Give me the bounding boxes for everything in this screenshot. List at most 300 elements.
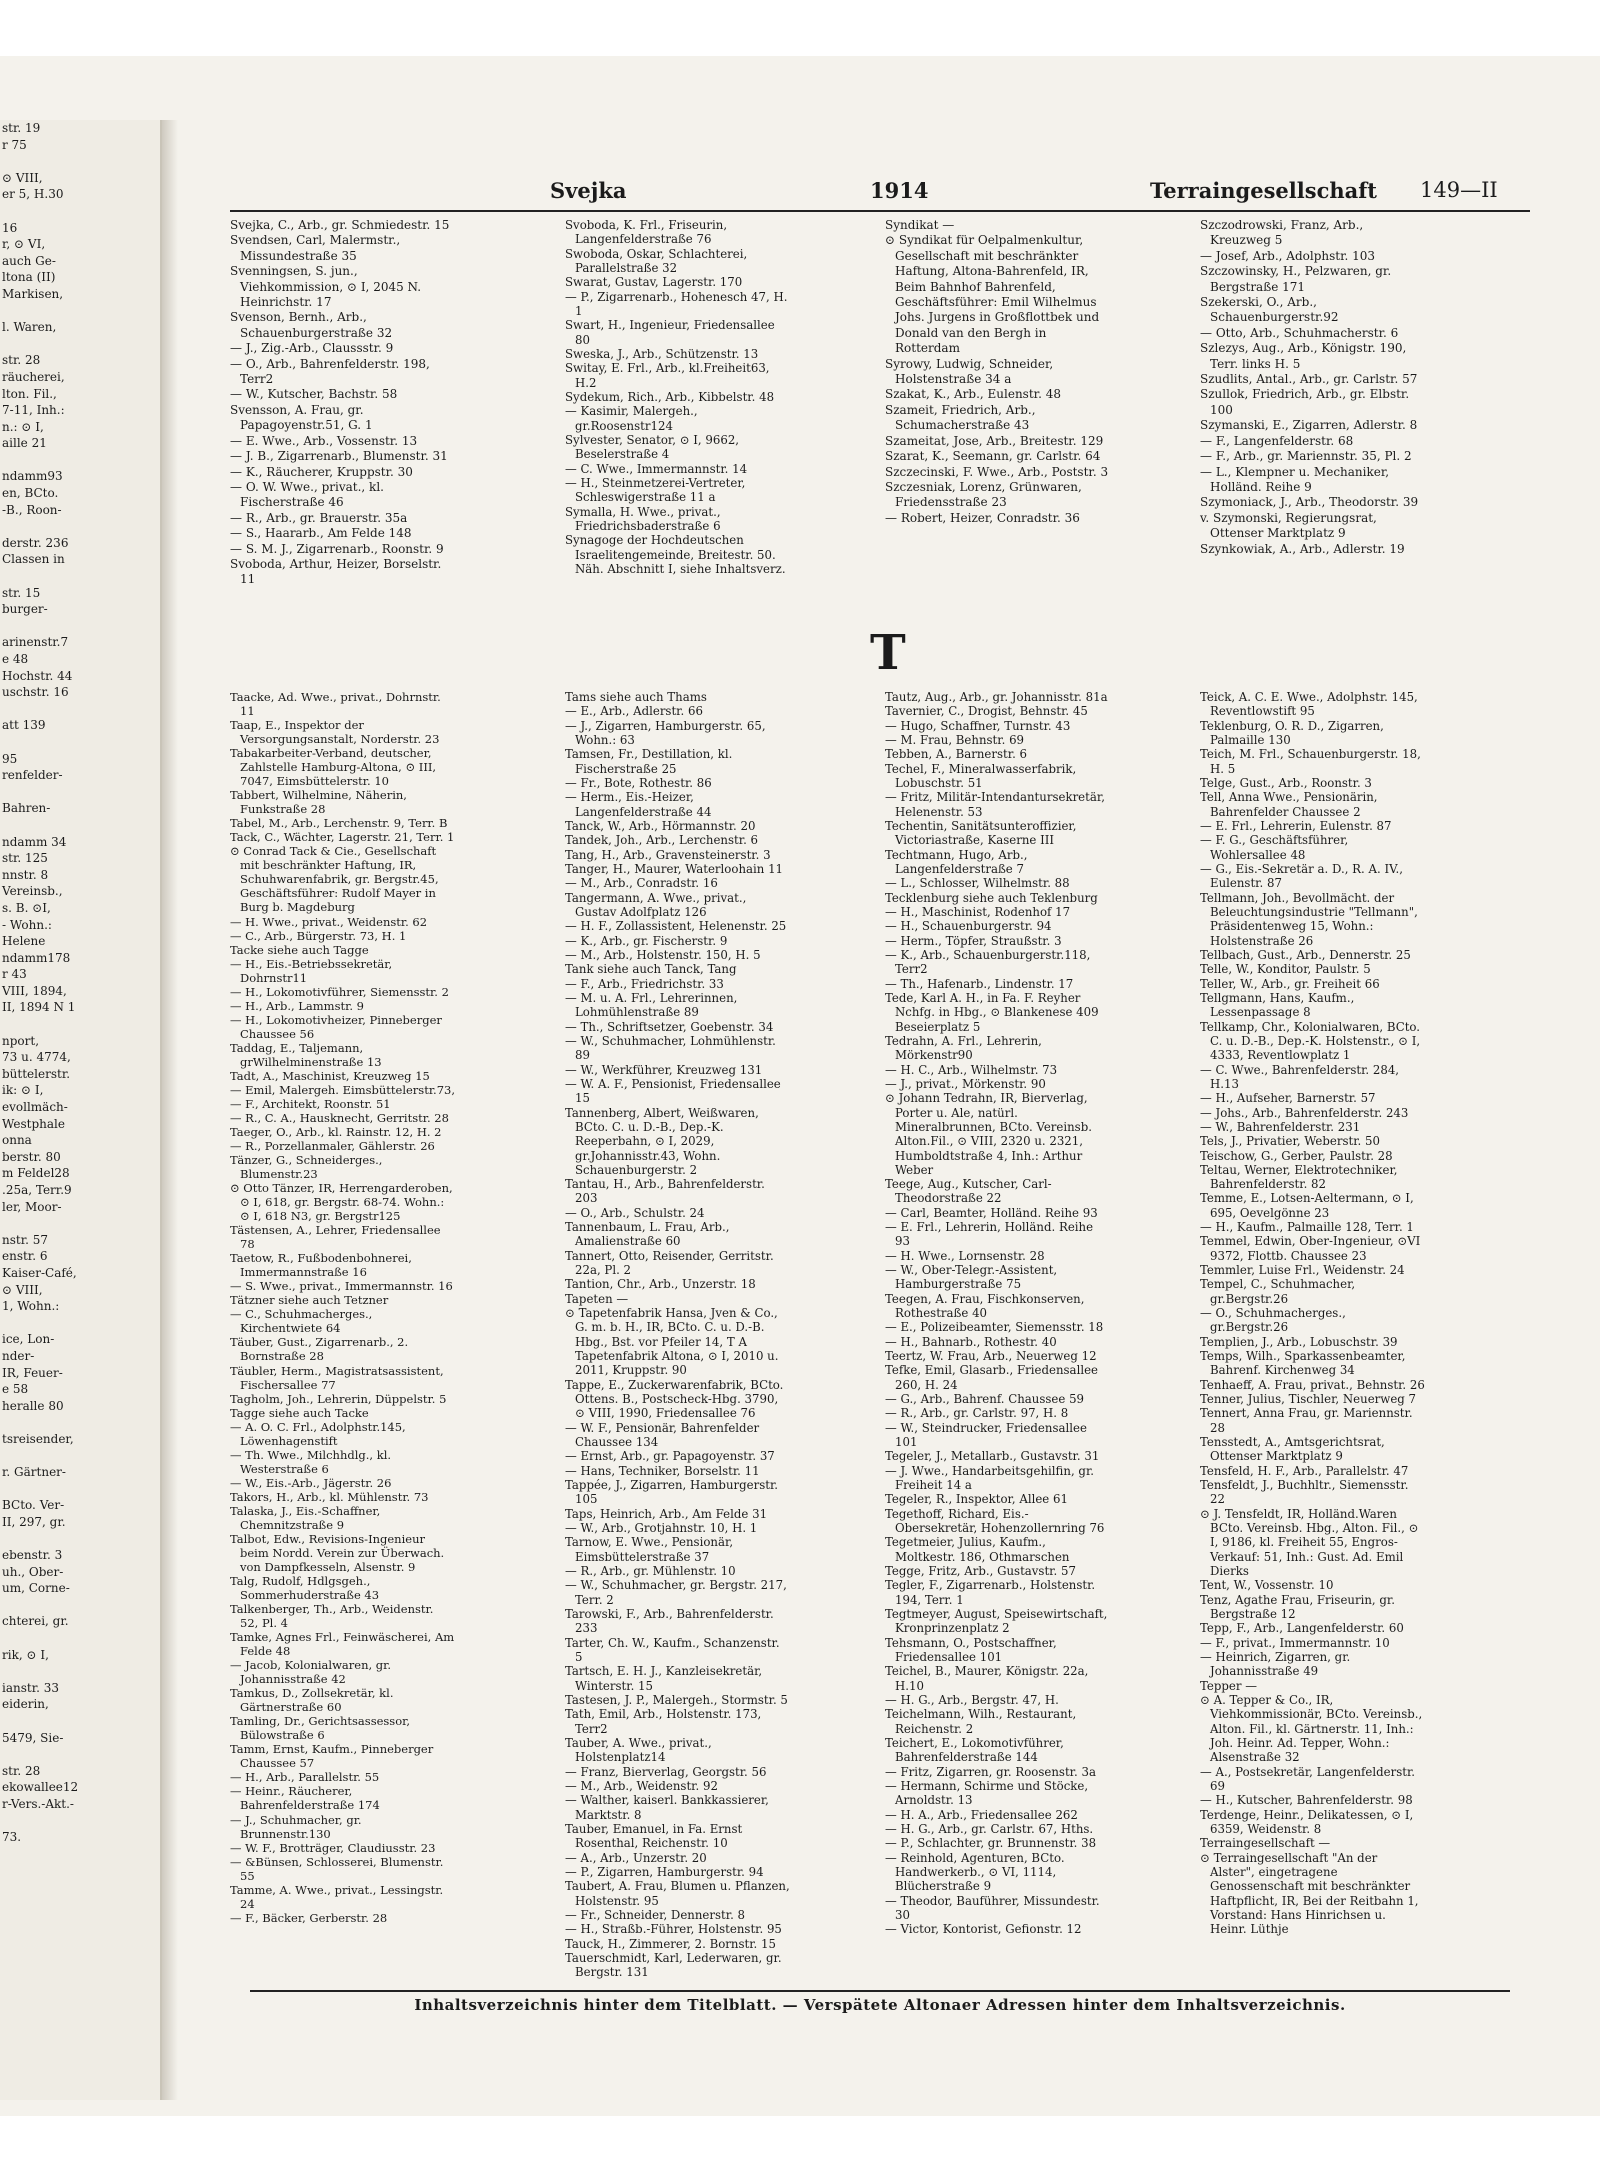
directory-entry: Teischow, G., Gerber, Paulstr. 28 xyxy=(1200,1148,1393,1163)
directory-entry: Taubert, A. Frau, Blumen u. Pflanzen, Holstenstr. 95 xyxy=(565,1879,790,1908)
directory-entry: — O., Arb., Schulstr. 24 xyxy=(565,1205,705,1220)
directory-entry: — F., privat., Immermannstr. 10 xyxy=(1200,1635,1390,1650)
directory-entry: Taetow, R., Fußbodenbohnerei, Immermannstraße 16 xyxy=(230,1251,412,1280)
directory-entry: — E. Wwe., Arb., Vossenstr. 13 xyxy=(230,433,418,448)
facing-page-line xyxy=(0,153,160,170)
facing-page-line: II, 1894 N 1 xyxy=(2,1000,76,1015)
directory-entry: — R., Arb., gr. Mühlenstr. 10 xyxy=(565,1564,736,1579)
facing-page-line: ndamm93 xyxy=(2,469,63,484)
directory-entry: Tarowski, F., Arb., Bahrenfelderstr. 233 xyxy=(565,1607,774,1636)
section-letter: T xyxy=(870,625,906,681)
facing-page-line: ianstr. 33 xyxy=(2,1680,60,1695)
directory-entry: Svoboda, Arthur, Heizer, Borselstr. 11 xyxy=(230,556,442,587)
directory-entry: — C. Wwe., Bahrenfelderstr. 284, H.13 xyxy=(1200,1062,1400,1091)
directory-entry: Tartsch, E. H. J., Kanzleisekretär, Winterstr. 15 xyxy=(565,1664,763,1693)
directory-entry: — J., Zigarren, Hamburgerstr. 65, Wohn.: 63 xyxy=(565,718,766,747)
directory-entry: — E., Polizeibeamter, Siemensstr. 18 xyxy=(885,1320,1104,1335)
directory-entry: — Franz, Bierverlag, Georgstr. 56 xyxy=(565,1764,767,1779)
facing-page-line: m Feldel28 xyxy=(2,1166,70,1181)
facing-page-line: nport, xyxy=(2,1033,40,1048)
directory-entry: v. Szymonski, Regierungsrat, Ottenser Marktplatz 9 xyxy=(1200,510,1377,541)
bottom-column-1 xyxy=(230,690,455,1925)
directory-entry: Tellgmann, Hans, Kaufm., Lessenpassage 8 xyxy=(1200,990,1355,1020)
directory-entry: Svendsen, Carl, Malermstr., Missundestraße 35 xyxy=(230,233,401,263)
directory-entry: Tannert, Otto, Reisender, Gerritstr. 22a, Pl. 2 xyxy=(565,1248,774,1278)
facing-page-line: str. 28 xyxy=(2,1763,41,1778)
directory-entry: Tebben, A., Barnerstr. 6 xyxy=(885,747,1028,762)
directory-entry: Tenz, Agathe Frau, Friseurin, gr. Bergstraße 12 xyxy=(1200,1592,1395,1621)
facing-page-line xyxy=(0,1813,160,1830)
directory-entry: — P., Schlachter, gr. Brunnenstr. 38 xyxy=(885,1836,1097,1851)
facing-page-line: berstr. 80 xyxy=(2,1149,61,1164)
directory-entry: — W., Ober-Telegr.-Assistent, Hamburgerstraße 75 xyxy=(885,1263,1058,1292)
directory-entry: Takors, H., Arb., kl. Mühlenstr. 73 xyxy=(230,1489,429,1504)
directory-entry: — H., Straßb.-Führer, Holstenstr. 95 xyxy=(565,1922,782,1937)
directory-entry: — Heinr., Räucherer, Bahrenfelderstraße 174 xyxy=(230,1784,380,1813)
directory-entry: Taeger, O., Arb., kl. Rainstr. 12, H. 2 xyxy=(230,1124,442,1139)
directory-entry: Tede, Karl A. H., in Fa. F. Reyher Nchfg. in Hbg., ⊙ Blankenese 409 Beseierplatz 5 xyxy=(885,990,1099,1034)
directory-entry: Talaska, J., Eis.-Schaffner, Chemnitzstraße 9 xyxy=(230,1503,381,1532)
directory-entry: Tabakarbeiter-Verband, deutscher, Zahlstelle Hamburg-Altona, ⊙ III, 7047, Eimsbüttelerstr. 10 xyxy=(230,746,437,789)
directory-entry: — W. A. F., Pensionist, Friedensallee 15 xyxy=(565,1076,781,1106)
facing-page-line: aille 21 xyxy=(2,436,47,451)
facing-page-line: uschstr. 16 xyxy=(2,685,69,700)
directory-entry: — Fritz, Zigarren, gr. Roosenstr. 3a xyxy=(885,1764,1096,1779)
directory-entry: — M. Frau, Behnstr. 69 xyxy=(885,732,1025,747)
directory-entry: — K., Arb., Schauenburgerstr.118, Terr2 xyxy=(885,947,1091,977)
directory-entry: — C., Schuhmacherges., Kirchentwiete 64 xyxy=(230,1307,373,1336)
directory-entry: Tepp, F., Arb., Langenfelderstr. 60 xyxy=(1200,1621,1404,1636)
directory-entry: Tegetmeier, Julius, Kaufm., Moltkestr. 186, Othmarschen xyxy=(885,1535,1070,1564)
directory-entry: — Johs., Arb., Bahrenfelderstr. 243 xyxy=(1200,1105,1409,1120)
directory-entry: Tedrahn, A. Frl., Lehrerin, Mörkenstr90 xyxy=(885,1033,1042,1063)
directory-entry: Switay, E. Frl., Arb., kl.Freiheit63, H.2 xyxy=(565,361,770,390)
directory-entry: Tautz, Aug., Arb., gr. Johannisstr. 81a xyxy=(885,690,1108,704)
directory-entry: Tandek, Joh., Arb., Lerchenstr. 6 xyxy=(565,833,759,848)
directory-entry: Tannenbaum, L. Frau, Arb., Amalienstraße 60 xyxy=(565,1220,730,1249)
directory-entry: — H., Arb., Parallelstr. 55 xyxy=(230,1770,380,1785)
directory-entry: Tamsen, Fr., Destillation, kl. Fischerstraße 25 xyxy=(565,747,733,776)
directory-entry: — R., Arb., gr. Brauerstr. 35a xyxy=(230,510,408,525)
directory-entry: — W., Bahrenfelderstr. 231 xyxy=(1200,1119,1361,1134)
directory-entry: Tappée, J., Zigarren, Hamburgerstr. 105 xyxy=(565,1478,779,1507)
directory-entry: — M. u. A. Frl., Lehrerinnen, Lohmühlenstraße 89 xyxy=(565,990,738,1020)
directory-entry: Sydekum, Rich., Arb., Kibbelstr. 48 xyxy=(565,389,775,404)
facing-page-line xyxy=(0,1414,160,1431)
directory-entry: — W., Eis.-Arb., Jägerstr. 26 xyxy=(230,1475,392,1490)
directory-entry: Tellmann, Joh., Bevollmächt. der Beleuchtungsindustrie "Tellmann", Präsidentenweg 15, Wohn.: Holstenstraße 26 xyxy=(1200,890,1418,948)
facing-page-line: 7-11, Inh.: xyxy=(2,403,65,418)
facing-page-line: l. Waren, xyxy=(2,320,57,335)
directory-entry: — Otto, Arb., Schuhmacherstr. 6 xyxy=(1200,325,1399,340)
facing-page-line: .25a, Terr.9 xyxy=(2,1183,72,1197)
directory-entry: — J., Schuhmacher, gr. Brunnenstr.130 xyxy=(230,1812,362,1841)
directory-entry: Tack, C., Wächter, Lagerstr. 21, Terr. 1 xyxy=(230,830,455,845)
facing-page-line xyxy=(0,452,160,469)
facing-page-line: 1, Wohn.: xyxy=(2,1299,60,1314)
facing-page-line: r-Vers.-Akt.- xyxy=(2,1796,74,1811)
directory-entry: Teklenburg, O. R. D., Zigarren, Palmaille 130 xyxy=(1200,718,1384,747)
directory-entry: Tell, Anna Wwe., Pensionärin, Bahrenfelder Chaussee 2 xyxy=(1200,790,1378,819)
directory-entry: Templien, J., Arb., Lobuschstr. 39 xyxy=(1200,1334,1398,1349)
directory-entry: Tegeler, J., Metallarb., Gustavstr. 31 xyxy=(885,1449,1100,1464)
directory-entry: Svenson, Bernh., Arb., Schauenburgerstraße 32 xyxy=(230,310,393,340)
directory-entry: Teichelmann, Wilh., Restaurant, Reichenstr. 2 xyxy=(885,1707,1077,1736)
directory-entry: — A., Arb., Unzerstr. 20 xyxy=(565,1850,707,1865)
facing-page-line xyxy=(0,568,160,585)
directory-entry: — H. Wwe., Lornsenstr. 28 xyxy=(885,1248,1045,1263)
facing-page-line: Classen in xyxy=(2,552,65,567)
directory-entry: — W. F., Brotträger, Claudiusstr. 23 xyxy=(230,1840,436,1855)
facing-page-line: e 58 xyxy=(2,1382,29,1397)
facing-page-line: büttelerstr. xyxy=(2,1066,71,1081)
directory-entry: — E., Arb., Adlerstr. 66 xyxy=(565,704,703,719)
directory-entry: — O., Arb., Bahrenfelderstr. 198, Terr2 xyxy=(230,356,430,387)
directory-entry: Temmler, Luise Frl., Weidenstr. 24 xyxy=(1200,1263,1405,1278)
facing-page-line: 16 xyxy=(2,220,18,235)
directory-entry: — H. F., Zollassistent, Helenenstr. 25 xyxy=(565,919,787,934)
directory-entry: Tegler, F., Zigarrenarb., Holstenstr. 194, Terr. 1 xyxy=(885,1578,1096,1607)
directory-entry: Tagholm, Joh., Lehrerin, Düppelstr. 5 xyxy=(230,1391,447,1406)
facing-page-line: ⊙ VIII, xyxy=(2,1282,43,1297)
directory-entry: ⊙ Tapetenfabrik Hansa, Jven & Co., G. m. b. H., IR, BCto. C. u. D.-B. Hbg., Bst. vor Pfeiler 14, T A Tapetenfabrik Altona, ⊙ I, 2010 u. 2011, Kruppstr. 90 xyxy=(565,1306,779,1378)
directory-entry: Tegeler, R., Inspektor, Allee 61 xyxy=(885,1492,1068,1507)
facing-page-line: ice, Lon- xyxy=(2,1332,55,1347)
directory-entry: Tensfeldt, J., Buchhltr., Siemensstr. 22 xyxy=(1200,1478,1409,1507)
directory-entry: Tangermann, A. Wwe., privat., Gustav Adolfplatz 126 xyxy=(565,890,747,919)
directory-entry: — M., Arb., Conradstr. 16 xyxy=(565,876,718,891)
directory-entry: Terdenge, Heinr., Delikatessen, ⊙ I, 6359, Weidenstr. 8 xyxy=(1200,1807,1414,1836)
directory-entry: Syrowy, Ludwig, Schneider, Holstenstraße 34 a xyxy=(885,356,1054,387)
directory-entry: — H., Bahnarb., Rothestr. 40 xyxy=(885,1334,1057,1349)
directory-entry: — H. G., Arb., gr. Carlstr. 67, Hths. xyxy=(885,1821,1094,1836)
directory-entry: Szynkowiak, A., Arb., Adlerstr. 19 xyxy=(1200,541,1405,556)
directory-entry: Sweska, J., Arb., Schützenstr. 13 xyxy=(565,346,759,361)
facing-page-line: Bahren- xyxy=(2,801,51,816)
directory-entry: ⊙ Johann Tedrahn, IR, Bierverlag, Porter u. Ale, natürl. Mineralbrunnen, BCto. Vereinsb. Alton.Fil., ⊙ VIII, 2320 u. 2321, Humboldtstraße 4, Inh.: Arthur Weber xyxy=(885,1091,1092,1177)
directory-entry: Tavernier, C., Drogist, Behnstr. 45 xyxy=(885,704,1088,719)
directory-entry: Synagoge der Hochdeutschen Israelitengemeinde, Breitestr. 50. Näh. Abschnitt I, siehe Inhaltsverz. xyxy=(565,533,786,576)
directory-entry: Tels, J., Privatier, Weberstr. 50 xyxy=(1200,1134,1380,1149)
directory-entry: — Victor, Kontorist, Gefionstr. 12 xyxy=(885,1922,1082,1937)
directory-entry: Teick, A. C. E. Wwe., Adolphstr. 145, Reventlowstift 95 xyxy=(1200,690,1418,719)
directory-entry: — S. M. J., Zigarrenarb., Roonstr. 9 xyxy=(230,541,444,556)
facing-page-line: chterei, gr. xyxy=(2,1614,69,1629)
directory-entry: — Walther, kaiserl. Bankkassierer, Marktstr. 8 xyxy=(565,1793,769,1822)
facing-page-line: evollmäch- xyxy=(2,1100,68,1115)
directory-entry: Tepper — xyxy=(1200,1678,1257,1693)
directory-entry: Tauber, A. Wwe., privat., Holstenplatz14 xyxy=(565,1735,712,1765)
header-year: 1914 xyxy=(870,178,929,203)
directory-entry: Taps, Heinrich, Arb., Am Felde 31 xyxy=(565,1506,768,1521)
facing-page-line: Westphale xyxy=(2,1116,65,1131)
top-column-4 xyxy=(1200,218,1425,557)
directory-entry: Tanger, H., Maurer, Waterloohain 11 xyxy=(565,861,784,876)
directory-entry: Tauerschmidt, Karl, Lederwaren, gr. Bergstr. 131 xyxy=(565,1950,782,1980)
directory-entry: Tabel, M., Arb., Lerchenstr. 9, Terr. B xyxy=(230,816,448,831)
directory-entry: Tauck, H., Zimmerer, 2. Bornstr. 15 xyxy=(565,1936,776,1951)
facing-page-line: ler, Moor- xyxy=(2,1199,62,1214)
facing-page-line xyxy=(0,1630,160,1647)
directory-entry: — K., Arb., gr. Fischerstr. 9 xyxy=(565,933,728,948)
directory-entry: Tefke, Emil, Glasarb., Friedensallee 260, H. 24 xyxy=(885,1363,1098,1392)
directory-entry: Tamm, Ernst, Kaufm., Pinneberger Chaussee 57 xyxy=(230,1742,434,1771)
directory-entry: Tarter, Ch. W., Kaufm., Schanzenstr. 5 xyxy=(565,1635,780,1664)
directory-entry: — W., Schuhmacher, gr. Bergstr. 217, Terr. 2 xyxy=(565,1578,787,1607)
facing-page-fragment xyxy=(0,120,162,2100)
facing-page-line: str. 28 xyxy=(2,353,41,368)
facing-page-line: ltona (II) xyxy=(2,270,56,285)
directory-entry: — A., Postsekretär, Langenfelderstr. 69 xyxy=(1200,1764,1416,1793)
directory-entry: Symalla, H. Wwe., privat., Friedrichsbaderstraße 6 xyxy=(565,504,721,533)
directory-entry: — F., Arb., gr. Mariennstr. 35, Pl. 2 xyxy=(1200,449,1412,464)
directory-entry: — Herm., Töpfer, Straußstr. 3 xyxy=(885,933,1062,948)
facing-page-line: n.: ⊙ I, xyxy=(2,419,44,434)
directory-entry: Tamling, Dr., Gerichtsassessor, Bülowstraße 6 xyxy=(230,1714,411,1743)
directory-entry: — K., Räucherer, Kruppstr. 30 xyxy=(230,464,413,479)
directory-entry: Telge, Gust., Arb., Roonstr. 3 xyxy=(1200,775,1372,790)
directory-entry: — P., Zigarren, Hamburgerstr. 94 xyxy=(565,1864,764,1879)
directory-entry: Szullok, Friedrich, Arb., gr. Elbstr. 100 xyxy=(1200,387,1410,417)
facing-page-line: r 43 xyxy=(2,967,27,982)
directory-entry: — Heinrich, Zigarren, gr. Johannisstraße 49 xyxy=(1200,1649,1351,1679)
directory-entry: Tapeten — xyxy=(565,1291,629,1306)
facing-page-line: ndamm 34 xyxy=(2,834,67,849)
directory-entry: Telle, W., Konditor, Paulstr. 5 xyxy=(1200,962,1371,977)
directory-entry: Tagge siehe auch Tacke xyxy=(230,1405,369,1420)
directory-entry: — Fritz, Militär-Intendantursekretär, Helenenstr. 53 xyxy=(885,790,1105,819)
facing-page-line xyxy=(0,701,160,718)
directory-entry: Tadt, A., Maschinist, Kreuzweg 15 xyxy=(230,1068,430,1083)
facing-page-line xyxy=(0,618,160,635)
directory-entry: — O., Schuhmacherges., gr.Bergstr.26 xyxy=(1200,1306,1346,1335)
directory-entry: — W., Arb., Grotjahnstr. 10, H. 1 xyxy=(565,1521,758,1536)
directory-entry: — J. B., Zigarrenarb., Blumenstr. 31 xyxy=(230,449,448,464)
bottom-column-4 xyxy=(1200,690,1425,1937)
directory-entry: — Kasimir, Malergeh., gr.Roosenstr124 xyxy=(565,404,698,433)
facing-page-line: 73 u. 4774, xyxy=(2,1050,71,1065)
directory-entry: Tehsmann, O., Postschaffner, Friedensallee 101 xyxy=(885,1635,1057,1664)
directory-entry: — Herm., Eis.-Heizer, Langenfelderstraße 44 xyxy=(565,790,712,819)
directory-entry: — Theodor, Bauführer, Missundestr. 30 xyxy=(885,1893,1100,1922)
directory-entry: — H. C., Arb., Wilhelmstr. 73 xyxy=(885,1062,1058,1077)
directory-entry: Tamkus, D., Zollsekretär, kl. Gärtnerstraße 60 xyxy=(230,1686,394,1715)
directory-entry: Teichel, B., Maurer, Königstr. 22a, H.10 xyxy=(885,1664,1089,1693)
directory-entry: Sylvester, Senator, ⊙ I, 9662, Beselerstraße 4 xyxy=(565,432,740,462)
directory-entry: Tastesen, J. P., Malergeh., Stormstr. 5 xyxy=(565,1692,788,1707)
directory-entry: Szudlits, Antal., Arb., gr. Carlstr. 57 xyxy=(1200,372,1418,387)
facing-page-line xyxy=(0,1746,160,1763)
directory-entry: — M., Arb., Weidenstr. 92 xyxy=(565,1778,718,1793)
page-header xyxy=(230,170,1530,212)
directory-entry: — C. Wwe., Immermannstr. 14 xyxy=(565,461,748,476)
facing-page-line: II, 297, gr. xyxy=(2,1514,66,1529)
facing-page-line: Helene xyxy=(2,934,46,949)
facing-page-line: nstr. 57 xyxy=(2,1232,49,1247)
directory-entry: — R., Porzellanmaler, Gählerstr. 26 xyxy=(230,1139,435,1153)
directory-entry: Tästensen, A., Lehrer, Friedensallee 78 xyxy=(230,1223,441,1252)
top-column-2 xyxy=(565,218,790,576)
directory-entry: Täuber, Gust., Zigarrenarb., 2. Bornstraße 28 xyxy=(230,1335,409,1364)
directory-entry: Teich, M. Frl., Schauenburgerstr. 18, H. 5 xyxy=(1200,747,1421,776)
directory-entry: Tänzer, G., Schneiderges., Blumenstr.23 xyxy=(230,1153,383,1182)
facing-page-line: att 139 xyxy=(2,718,46,733)
directory-entry: — A. O. C. Frl., Adolphstr.145, Löwenhagenstift xyxy=(230,1419,406,1448)
facing-page-line: r. Gärtner- xyxy=(2,1465,66,1480)
directory-entry: Techel, F., Mineralwasserfabrik, Lobuschstr. 51 xyxy=(885,761,1077,790)
directory-entry: Tellbach, Gust., Arb., Dennerstr. 25 xyxy=(1200,947,1411,962)
directory-entry: — R., C. A., Hausknecht, Gerritstr. 28 xyxy=(230,1110,449,1125)
directory-entry: Tegtmeyer, August, Speisewirtschaft, Kronprinzenplatz 2 xyxy=(885,1607,1108,1636)
directory-entry: Szakat, K., Arb., Eulenstr. 48 xyxy=(885,387,1061,402)
facing-page-line xyxy=(0,784,160,801)
directory-entry: — H., Steinmetzerei-Vertreter, Schleswigerstraße 11 a xyxy=(565,475,746,505)
directory-entry: Swart, H., Ingenieur, Friedensallee 80 xyxy=(565,318,775,347)
directory-entry: Tannenberg, Albert, Weißwaren, BCto. C. u. D.-B., Dep.-K. Reeperbahn, ⊙ I, 2029, gr.Johannisstr.43, Wohn. Schauenburgerstr. 2 xyxy=(565,1105,759,1177)
directory-entry: — F. G., Geschäftsführer, Wohlersallee 48 xyxy=(1200,833,1349,862)
directory-entry: Techentin, Sanitätsunteroffizier, Victoriastraße, Kaserne III xyxy=(885,818,1077,848)
directory-entry: — L., Schlosser, Wilhelmstr. 88 xyxy=(885,876,1070,891)
directory-entry: — P., Zigarrenarb., Hohenesch 47, H. 1 xyxy=(565,289,788,318)
directory-entry: ⊙ Syndikat für Oelpalmenkultur, Gesellschaft mit beschränkter Haftung, Altona-Bahrenfeld, IR, Beim Bahnhof Bahrenfeld, Geschäftsführer: Emil Wilhelmus Johs. Jurgens in Großflottbek und Donald van den Bergh in Rotterdam xyxy=(885,233,1100,356)
directory-entry: Teichert, E., Lokomotivführer, Bahrenfelderstraße 144 xyxy=(885,1735,1064,1765)
directory-entry: — W. F., Pensionär, Bahrenfelder Chaussee 134 xyxy=(565,1420,760,1450)
directory-entry: Szekerski, O., Arb., Schauenburgerstr.92 xyxy=(1200,295,1339,325)
directory-entry: — H., Arb., Lammstr. 9 xyxy=(230,998,364,1013)
directory-entry: Tellkamp, Chr., Kolonialwaren, BCto. C. u. D.-B., Dep.-K. Holstenstr., ⊙ I, 4333, Reventlowplatz 1 xyxy=(1200,1019,1421,1063)
directory-entry: Teege, Aug., Kutscher, Carl-Theodorstraße 22 xyxy=(885,1177,1052,1206)
directory-entry: — Fr., Bote, Rothestr. 86 xyxy=(565,775,712,790)
directory-entry: Szczecinski, F. Wwe., Arb., Poststr. 3 xyxy=(885,464,1109,479)
facing-page-line: ndamm178 xyxy=(2,950,71,965)
directory-entry: ⊙ A. Tepper & Co., IR, Viehkommissionär, BCto. Vereinsb., Alton. Fil., kl. Gärtnerstr. 11, Inh.: Joh. Heinr. Ad. Tepper, Wohn.: Alsenstraße 32 xyxy=(1200,1692,1423,1765)
facing-page-line: onna xyxy=(2,1133,32,1148)
directory-entry: — H., Schauenburgerstr. 94 xyxy=(885,919,1052,934)
facing-page-line: Vereinsb., xyxy=(2,884,63,899)
directory-entry: Szczodrowski, Franz, Arb., Kreuzweg 5 xyxy=(1200,218,1364,248)
directory-entry: — Hermann, Schirme und Stöcke, Arnoldstr. 13 xyxy=(885,1778,1089,1808)
directory-entry: — S. Wwe., privat., Immermannstr. 16 xyxy=(230,1279,453,1294)
facing-page-line: str. 15 xyxy=(2,585,41,600)
facing-page-line: heralle 80 xyxy=(2,1398,64,1413)
directory-entry: — E. Frl., Lehrerin, Holländ. Reihe 93 xyxy=(885,1220,1094,1249)
directory-entry: Tecklenburg siehe auch Teklenburg xyxy=(885,890,1098,905)
facing-page-line xyxy=(0,1016,160,1033)
directory-entry: — Hans, Techniker, Borselstr. 11 xyxy=(565,1463,760,1478)
directory-entry: Tensstedt, A., Amtsgerichtsrat, Ottenser Marktplatz 9 xyxy=(1200,1435,1385,1464)
facing-page-line: arinenstr.7 xyxy=(2,635,69,650)
directory-entry: — Fr., Schneider, Dennerstr. 8 xyxy=(565,1907,746,1922)
directory-page xyxy=(230,170,1530,2020)
directory-entry: Svenningsen, S. jun., Viehkommission, ⊙ I, 2045 N. Heinrichstr. 17 xyxy=(230,264,422,310)
facing-page-line xyxy=(0,1481,160,1498)
directory-entry: — Th. Wwe., Milchhdlg., kl. Westerstraße 6 xyxy=(230,1447,392,1476)
facing-page-line: s. B. ⊙I, xyxy=(2,900,51,915)
directory-entry: — J., Zig.-Arb., Claussstr. 9 xyxy=(230,341,394,356)
directory-entry: Tacke siehe auch Tagge xyxy=(230,942,369,957)
facing-page-line: ekowallee12 xyxy=(2,1780,79,1795)
directory-entry: — W., Schuhmacher, Lohmühlenstr. 89 xyxy=(565,1033,776,1063)
directory-entry: Szymoniack, J., Arb., Theodorstr. 39 xyxy=(1200,495,1419,510)
facing-page-line xyxy=(0,1215,160,1232)
facing-page-line: um, Corne- xyxy=(2,1581,70,1596)
directory-entry: Szczesniak, Lorenz, Grünwaren, Friedensstraße 23 xyxy=(885,479,1082,510)
facing-page-line: ik: ⊙ I, xyxy=(2,1083,44,1098)
directory-entry: — J. Wwe., Handarbeitsgehilfin, gr. Freiheit 14 a xyxy=(885,1463,1095,1493)
facing-page-line xyxy=(0,1713,160,1730)
directory-entry: — Th., Hafenarb., Lindenstr. 17 xyxy=(885,976,1074,991)
directory-entry: Tamme, A. Wwe., privat., Lessingstr. 24 xyxy=(230,1882,444,1911)
facing-page-line: r, ⊙ VI, xyxy=(2,237,46,252)
facing-page-line xyxy=(0,203,160,220)
directory-entry: Tank siehe auch Tanck, Tang xyxy=(565,962,737,977)
directory-entry: — L., Klempner u. Mechaniker, Holländ. Reihe 9 xyxy=(1200,464,1390,494)
directory-entry: — Th., Schriftsetzer, Goebenstr. 34 xyxy=(565,1019,774,1034)
facing-page-line xyxy=(0,303,160,320)
directory-entry: Tegge, Fritz, Arb., Gustavstr. 57 xyxy=(885,1564,1076,1579)
directory-entry: Szameitat, Jose, Arb., Breitestr. 129 xyxy=(885,433,1104,448)
facing-page-line: -B., Roon- xyxy=(2,502,62,517)
directory-entry: — H., Maschinist, Rodenhof 17 xyxy=(885,904,1071,919)
facing-page-line: rik, ⊙ I, xyxy=(2,1647,49,1662)
directory-entry: Tensfeld, H. F., Arb., Parallelstr. 47 xyxy=(1200,1463,1409,1478)
facing-page-line: e 48 xyxy=(2,652,29,666)
facing-page-line: str. 125 xyxy=(2,851,48,866)
directory-entry: Szameit, Friedrich, Arb., Schumacherstraße 43 xyxy=(885,402,1036,433)
facing-page-line: derstr. 236 xyxy=(2,535,69,550)
directory-entry: Taacke, Ad. Wwe., privat., Dohrnstr. 11 xyxy=(230,690,441,719)
directory-entry: — Jacob, Kolonialwaren, gr. Johannisstraße 42 xyxy=(230,1658,392,1687)
facing-page-line xyxy=(0,1448,160,1465)
directory-entry: ⊙ Terraingesellschaft "An der Alster", eingetragene Genossenschaft mit beschränkter Haftpflicht, IR, Bei der Reitbahn 1, Vorstand: Hans Hinrichsen u. Heinr. Lüthje xyxy=(1200,1850,1419,1937)
facing-page-line xyxy=(0,1315,160,1332)
facing-page-line: r 75 xyxy=(2,137,27,152)
directory-entry: — E. Frl., Lehrerin, Eulenstr. 87 xyxy=(1200,818,1392,833)
facing-page-line xyxy=(0,336,160,353)
top-column-3 xyxy=(885,218,1110,526)
directory-entry: Tath, Emil, Arb., Holstenstr. 173, Terr2 xyxy=(565,1707,762,1736)
directory-entry: Svoboda, K. Frl., Friseurin, Langenfelderstraße 76 xyxy=(565,218,728,247)
directory-entry: Tätzner siehe auch Tetzner xyxy=(230,1293,389,1308)
directory-entry: — Emil, Malergeh. Eimsbüttelerstr.73, xyxy=(230,1082,455,1097)
directory-entry: — H., Lokomotivheizer, Pinneberger Chaussee 56 xyxy=(230,1012,442,1041)
facing-page-line xyxy=(0,1597,160,1614)
facing-page-line: 5479, Sie- xyxy=(2,1730,64,1745)
directory-entry: — Ernst, Arb., gr. Papagoyenstr. 37 xyxy=(565,1449,775,1464)
bottom-column-2 xyxy=(565,690,790,1980)
facing-page-line: räucherei, xyxy=(2,369,65,384)
directory-entry: — F., Architekt, Roonstr. 51 xyxy=(230,1096,391,1111)
directory-entry: Swoboda, Oskar, Schlachterei, Parallelstraße 32 xyxy=(565,246,748,275)
directory-entry: — H., Lokomotivführer, Siemensstr. 2 xyxy=(230,984,449,999)
directory-entry: — H. A., Arb., Friedensallee 262 xyxy=(885,1807,1078,1822)
directory-entry: Tarnow, E. Wwe., Pensionär, Eimsbüttelerstraße 37 xyxy=(565,1535,734,1564)
directory-entry: Teller, W., Arb., gr. Freiheit 66 xyxy=(1200,976,1380,991)
directory-entry: Taap, E., Inspektor der Versorgungsanstalt, Norderstr. 23 xyxy=(230,718,440,747)
facing-page-line: en, BCto. xyxy=(2,486,59,501)
directory-entry: Szymanski, E., Zigarren, Adlerstr. 8 xyxy=(1200,418,1418,433)
directory-entry: Tappe, E., Zuckerwarenfabrik, BCto. Ottens. B., Postscheck-Hbg. 3790, ⊙ VIII, 1990, Friedensallee 76 xyxy=(565,1377,784,1421)
directory-entry: Syndikat — xyxy=(885,218,955,232)
directory-entry: — F., Arb., Friedrichstr. 33 xyxy=(565,976,724,991)
facing-page-line: enstr. 6 xyxy=(2,1249,48,1264)
header-last-entry: Terraingesellschaft xyxy=(1150,178,1377,203)
directory-entry: Tennert, Anna Frau, gr. Mariennstr. 28 xyxy=(1200,1406,1413,1435)
directory-entry: — &Bünsen, Schlosserei, Blumenstr. 55 xyxy=(230,1854,444,1883)
book-gutter xyxy=(162,120,178,2100)
facing-page-line: tsreisender, xyxy=(2,1431,74,1446)
directory-entry: — W., Kutscher, Bachstr. 58 xyxy=(230,387,398,402)
